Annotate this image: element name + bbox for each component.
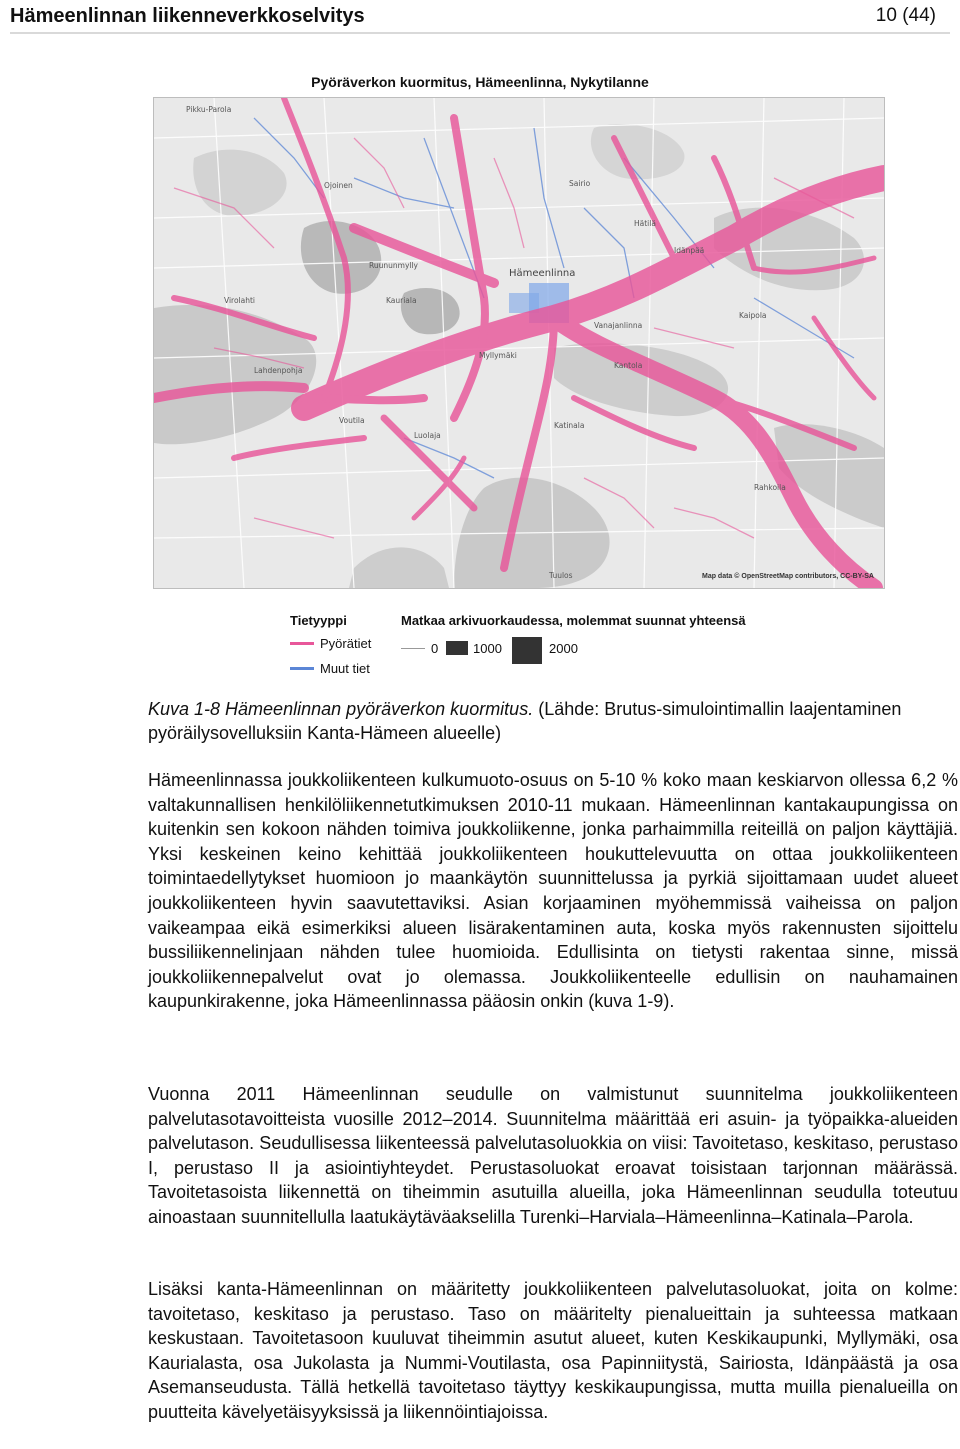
place-label: Ruununmylly bbox=[369, 261, 418, 270]
page-header bbox=[10, 0, 950, 34]
volume-label: 2000 bbox=[549, 641, 578, 656]
place-label: Katinala bbox=[554, 421, 585, 430]
pink-line-swatch bbox=[290, 642, 314, 645]
body-paragraph-2 bbox=[148, 1082, 958, 1230]
legend-volume-title: Matkaa arkivuorkaudessa, molemmat suunnat yhteensä bbox=[401, 613, 746, 628]
paragraph-text: Vuonna 2011 Hämeenlinnan seudulle on valmistunut suunnitelma joukkoliikenteen palvelutasotavoitteista vuosille 2012–2014. Suunnitelma määrittää eri asuin- ja työpaikka-alueiden palvelutason. Seudullisessa liikenteessä palvelutasoluokkia on viisi: Tavoitetaso, keskitaso, perustaso I, perustaso II ja asiointiyhteydet. Perustasoluokat eroavat toisistaan tarjonnan määrässä. Tavoitetasoista liikennettä on tiheimmin asutuilla alueilla, joka Hämeenlinnan seudulla toteutuu ainoastaan suunnitellulla laatukäytäväakselilla Turenki–Harviala–Hämeenlinna–Katinala–Parola. bbox=[148, 1084, 958, 1227]
place-label: Vanajanlinna bbox=[594, 321, 643, 330]
medium-block-swatch bbox=[446, 641, 468, 655]
figure-caption bbox=[148, 697, 960, 745]
volume-label: 0 bbox=[431, 641, 439, 656]
place-label: Kantola bbox=[614, 361, 643, 370]
paragraph-text: Lisäksi kanta-Hämeenlinnan on määritetty joukkoliikenteen palvelutasoluokat, joita on kolme: tavoitetaso, keskitaso ja perustaso. Taso on määritelty pienalueittain ja suhteessa matkaan keskustaan. Tavoitetasoon kuuluvat tiheimmin asutut alueet, kuten Keskikaupunki, Myllymäki, osa Kaurialasta, osa Jukolasta ja Nummi-Voutilasta, osa Papinniitystä, Sairiosta, Idänpäästä ja osa Asemanseudusta. Tällä hetkellä tavoitetaso täyttyy keskikaupungissa, mutta muilla pienalueilla on puutteita kävelyetäisyyksissä ja liikennöintiajoissa. bbox=[148, 1279, 958, 1422]
legend-road-type-title: Tietyyppi bbox=[290, 613, 347, 628]
place-label: Ojoinen bbox=[324, 181, 353, 190]
place-label: Pikku-Parola bbox=[186, 105, 232, 114]
figure-title: Pyöräverkon kuormitus, Hämeenlinna, Nykytilanne bbox=[311, 74, 649, 90]
map-graphic bbox=[154, 98, 884, 588]
place-label: Luolaja bbox=[414, 431, 441, 440]
caption-lead: Kuva 1-8 Hämeenlinnan pyöräverkon kuormitus. bbox=[148, 699, 534, 719]
caption-source: (Lähde: Brutus-simulointimallin laajentaminen pyöräilysovelluksiin Kanta-Hämeen alueelle) bbox=[148, 699, 902, 743]
place-label: Tuulos bbox=[549, 571, 573, 580]
place-label: Kaipola bbox=[739, 311, 767, 320]
legend-label: Pyörätiet bbox=[320, 636, 372, 651]
place-label: Sairio bbox=[569, 179, 591, 188]
place-label: Rahkoila bbox=[754, 483, 786, 492]
body-paragraph-1 bbox=[148, 768, 958, 1014]
volume-label: 1000 bbox=[473, 641, 502, 656]
legend-item-cycle-paths bbox=[290, 633, 390, 653]
paragraph-text: Hämeenlinnassa joukkoliikenteen kulkumuoto-osuus on 5-10 % koko maan keskiarvon ollessa 6,2 % valtakunnallisen henkilöliikennetutkimuksen 2010-11 mukaan. Hämeenlinnan kantakaupungissa on kuitenkin sen kokoon nähden toimiva joukkoliikenne, jonka parhaimmilla reiteillä on paljon käyttäjiä. Yksi keskeinen keino kehittää joukkoliikenteen houkuttelevuutta on ottaa joukkoliikenteen toimintaedellytykset huomioon jo maankäytön suunnittelussa ja pyrkiä sijoittamaan uudet alueet joukkoliikenteen hyvin saavutettaviksi. Asian korjaaminen myöhemmissä vaiheissa on paljon vaikeampaa eikä esimerkiksi alueen lisärakentaminen auta, koska myös rakennusten sijoittelu bussiliikennelinjaan nähden tulee huomioida. Edullisinta on tietysti rakentaa sinne, missä joukkoliikennepalvelut ovat jo olemassa. Joukkoliikenteelle edullisin on nauhamainen kaupunkirakenne, joka Hämeenlinnassa pääosin onkin (kuva 1-9). bbox=[148, 770, 958, 1012]
place-label: Idänpää bbox=[674, 246, 705, 255]
large-block-swatch bbox=[512, 637, 542, 664]
legend-label: Muut tiet bbox=[320, 661, 370, 676]
bicycle-network-load-map bbox=[153, 97, 885, 589]
page-number: 10 (44) bbox=[875, 5, 936, 26]
place-label: Hämeenlinna bbox=[509, 268, 576, 279]
place-label: Lahdenpohja bbox=[254, 366, 303, 375]
place-label: Kaurialа bbox=[386, 296, 417, 305]
legend-item-other-roads bbox=[290, 658, 390, 678]
place-label: Virolahti bbox=[224, 296, 256, 305]
place-label: Hätilä bbox=[634, 219, 656, 228]
place-label: Myllymäki bbox=[479, 351, 517, 360]
thin-line-swatch bbox=[401, 648, 425, 649]
blue-line-swatch bbox=[290, 667, 314, 670]
document-title: Hämeenlinnan liikenneverkkoselvitys bbox=[10, 4, 365, 27]
body-paragraph-3 bbox=[148, 1277, 958, 1425]
map-legend bbox=[290, 607, 770, 679]
map-attribution: Map data © OpenStreetMap contributors, CC-BY-SA bbox=[701, 573, 874, 580]
place-label: Voutila bbox=[339, 416, 365, 425]
legend-volume-scale bbox=[401, 637, 701, 671]
